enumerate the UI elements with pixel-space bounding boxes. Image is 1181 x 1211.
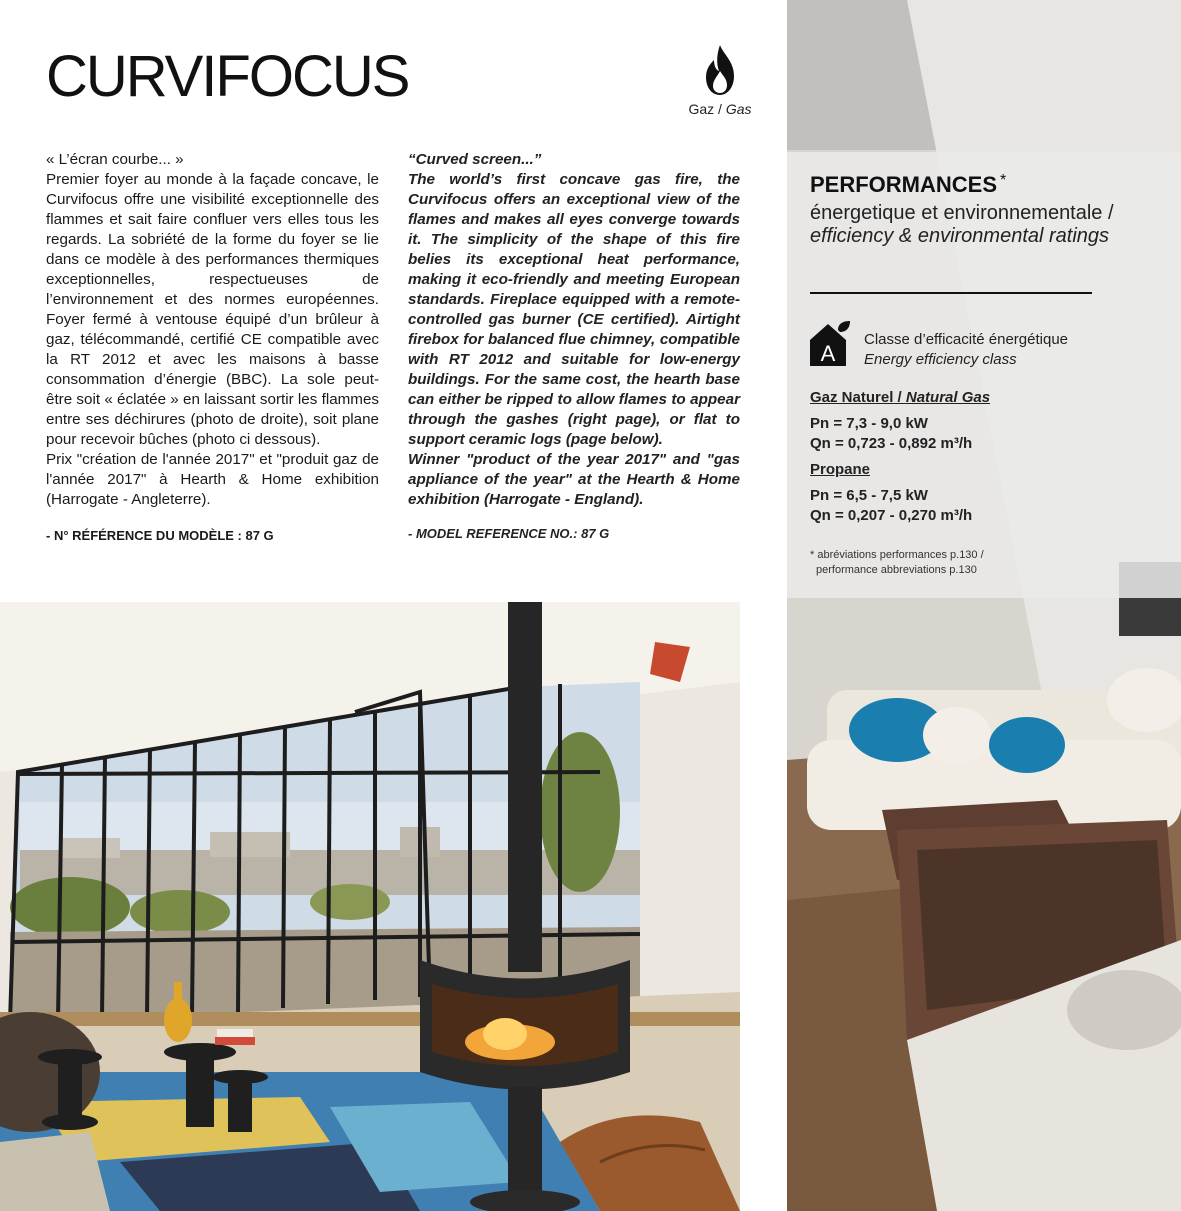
performances-subtitle: énergetique et environnementale / efficiency & environmental ratings bbox=[810, 202, 1114, 247]
natural-gas-heading: Gaz Naturel / Natural Gas bbox=[810, 389, 991, 406]
house-leaf-icon bbox=[808, 320, 852, 366]
propane-heading: Propane bbox=[810, 461, 871, 478]
efficiency-label-fr: Classe d’efficacité énergétique bbox=[864, 331, 1069, 348]
fr-heading: « L’écran courbe... » bbox=[46, 151, 184, 168]
en-model-reference: - MODEL REFERENCE NO.: 87 G bbox=[408, 526, 610, 541]
living-room-photo bbox=[0, 602, 740, 1211]
flame-icon bbox=[700, 44, 740, 96]
efficiency-class: A bbox=[820, 341, 836, 366]
natural-gas-pn: Pn = 7,3 - 9,0 kW bbox=[810, 415, 928, 432]
english-description bbox=[408, 150, 740, 544]
fuel-type-label: Gaz / Gas bbox=[688, 101, 752, 117]
en-award: Winner "product of the year 2017" and "gas appliance of the year" at the Hearth & Home exhibition (Harrogate - England). bbox=[408, 451, 740, 508]
propane-pn: Pn = 6,5 - 7,5 kW bbox=[810, 487, 928, 504]
divider bbox=[810, 292, 1092, 294]
fuel-fr: Gaz bbox=[688, 101, 715, 117]
fr-body: Premier foyer au monde à la façade concave, le Curvifocus offre une visibilité exceptionnelle des flammes et sait faire confluer vers elles tous les regards. La sobriété de la forme du foyer se lie dans ce modèle à des performances thermiques exceptionnelles, respectueuses de l’environnement et des normes européennes. Foyer fermé à ventouse équipé d’un brûleur à gaz, télécommandé, certifié CE compatible avec la RT 2012 et avec les maisons à basse consommation d’énergie (BBC). La sole peut-être soit « éclatée » en laissant sortir les flammes entre ses déchirures (photo de droite), soit plane pour recevoir bûches (photo ci dessous). bbox=[46, 171, 379, 448]
footnote: * abréviations performances p.130 / performance abbreviations p.130 bbox=[810, 549, 984, 576]
en-heading: “Curved screen...” bbox=[408, 151, 542, 168]
performances-asterisk: * bbox=[1000, 172, 1007, 189]
natural-gas-qn: Qn = 0,723 - 0,892 m³/h bbox=[810, 435, 973, 452]
fr-model-reference: - N° RÉFÉRENCE DU MODÈLE : 87 G bbox=[46, 528, 274, 543]
fr-award: Prix "création de l'année 2017" et "produit gaz de l'année 2017" à Hearth & Home exhibition (Harrogate - Angleterre). bbox=[46, 451, 379, 508]
propane-qn: Qn = 0,207 - 0,270 m³/h bbox=[810, 507, 973, 524]
en-body: The world’s first concave gas fire, the Curvifocus offers an exceptional view of the flames and makes all eyes converge towards it. The simplicity of the shape of this fire belies its exceptional heat performance, making it eco-friendly and meeting European standards. Fireplace equipped with a remote-controlled gas burner (CE certified). Airtight firebox for balanced flue chimney, compatible with RT 2012 and suitable for low-energy buildings. For the same cost, the hearth base can either be ripped to allow flames to appear through the gashes (right page), or flat to support ceramic logs (page below). bbox=[408, 171, 740, 448]
efficiency-label-en: Energy efficiency class bbox=[864, 351, 1017, 368]
fuel-en: Gas bbox=[725, 101, 752, 117]
page-title: CURVIFOCUS bbox=[46, 44, 409, 109]
french-description bbox=[46, 150, 379, 546]
performances-title: PERFORMANCES * bbox=[810, 172, 1007, 197]
